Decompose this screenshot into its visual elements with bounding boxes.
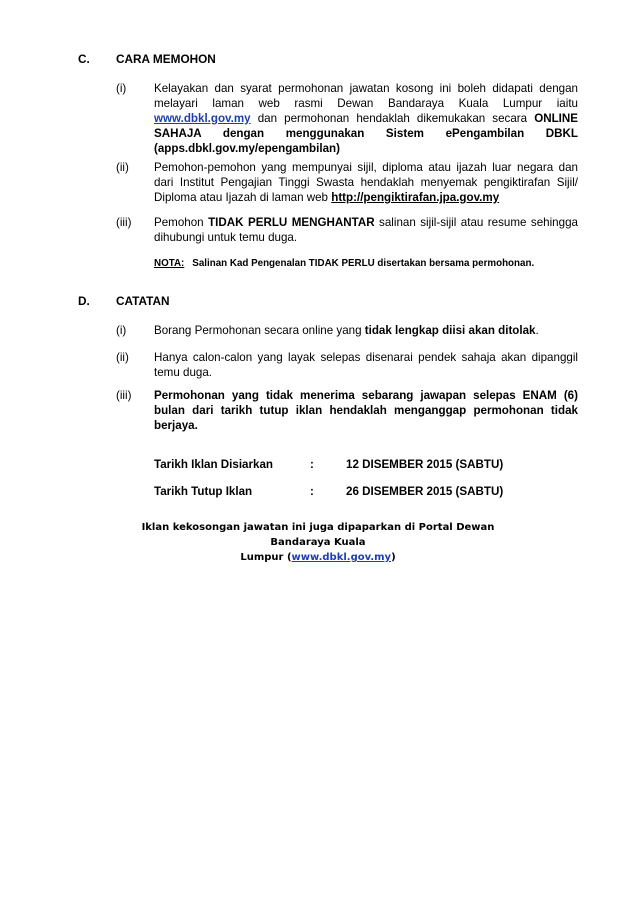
jpa-website-link[interactable]: http://pengiktirafan.jpa.gov.my <box>331 191 500 204</box>
footer-text-part: Lumpur ( <box>240 552 292 563</box>
item-text-part: salinan sijil-sijil atau resume sehingga dihubungi untuk temu duga. <box>154 216 578 244</box>
item-text <box>154 215 578 245</box>
item-text <box>154 323 578 338</box>
item-number: (ii) <box>116 351 129 364</box>
item-text-part: . <box>535 324 539 337</box>
item-number: (iii) <box>116 389 132 402</box>
item-number: (ii) <box>116 161 129 174</box>
section-c-title: CARA MEMOHON <box>116 52 216 66</box>
item-bold-text: TIDAK PERLU MENGHANTAR <box>208 216 375 229</box>
footer-website-link[interactable]: www.dbkl.gov.my <box>291 552 392 563</box>
footer-text-part: ) <box>391 552 396 563</box>
item-bold-text: Permohonan yang tidak menerima sebarang jawapan selepas ENAM (6) bulan dari tarikh tutup iklan hendaklah menganggap permohonan tidak berjaya. <box>154 389 578 432</box>
nota-note <box>154 258 534 269</box>
closing-date-row <box>154 485 503 498</box>
item-text <box>154 81 578 156</box>
item-text-part: Kelayakan dan syarat permohonan jawatan kosong ini boleh didapati dengan melayari laman web rasmi Dewan Bandaraya Kuala Lumpur iaitu <box>154 82 578 110</box>
closing-date-label: Tarikh Tutup Iklan <box>154 485 253 498</box>
section-d-title: CATATAN <box>116 294 170 308</box>
published-date-row <box>154 458 503 471</box>
published-date-label: Tarikh Iklan Disiarkan <box>154 458 273 471</box>
dbkl-website-link[interactable]: www.dbkl.gov.my <box>154 112 251 125</box>
footer-line-1: Iklan kekosongan jawatan ini juga dipaparkan di Portal Dewan Bandaraya Kuala <box>141 522 495 548</box>
footer-note <box>140 520 496 565</box>
colon: : <box>310 458 314 471</box>
section-c-letter: C. <box>78 52 90 66</box>
item-text: Hanya calon-calon yang layak selepas disenarai pendek sahaja akan dipanggil temu duga. <box>154 351 578 379</box>
section-d-item-2 <box>116 350 578 380</box>
closing-date-value: 26 DISEMBER 2015 (SABTU) <box>346 485 504 498</box>
section-d-item-1 <box>116 323 578 338</box>
item-number: (iii) <box>116 216 132 229</box>
footer-line-2 <box>140 550 496 565</box>
section-c-item-3 <box>116 215 578 245</box>
item-bold-text: tidak lengkap diisi akan ditolak <box>364 324 536 337</box>
nota-label: NOTA: <box>154 258 185 269</box>
item-text <box>154 388 578 433</box>
item-text-part: Borang Permohonan secara online yang <box>154 324 365 337</box>
item-text-part: Pemohon <box>154 216 209 229</box>
section-c-item-2 <box>116 160 578 205</box>
item-text-part: dan permohonan hendaklah dikemukakan secara <box>250 112 535 125</box>
item-number: (i) <box>116 324 127 337</box>
section-d-heading <box>78 294 170 308</box>
item-bold-text: ONLINE SAHAJA dengan menggunakan Sistem ePengambilan DBKL (apps.dbkl.gov.my/epengambilan) <box>154 112 578 155</box>
published-date-value: 12 DISEMBER 2015 (SABTU) <box>346 458 504 471</box>
section-c-heading <box>78 52 216 66</box>
nota-text: Salinan Kad Pengenalan TIDAK PERLU disertakan bersama permohonan. <box>192 258 535 269</box>
section-c-item-1 <box>116 81 578 156</box>
section-d-letter: D. <box>78 294 90 308</box>
colon: : <box>310 485 314 498</box>
item-number: (i) <box>116 82 127 95</box>
section-d-item-3 <box>116 388 578 433</box>
item-text-part: Pemohon-pemohon yang mempunyai sijil, diploma atau ijazah luar negara dan dari Institut Pengajian Tinggi Swasta hendaklah menyemak pengiktirafan Sijil/ Diploma atau Ijazah di laman web <box>154 161 578 204</box>
item-text <box>154 160 578 205</box>
